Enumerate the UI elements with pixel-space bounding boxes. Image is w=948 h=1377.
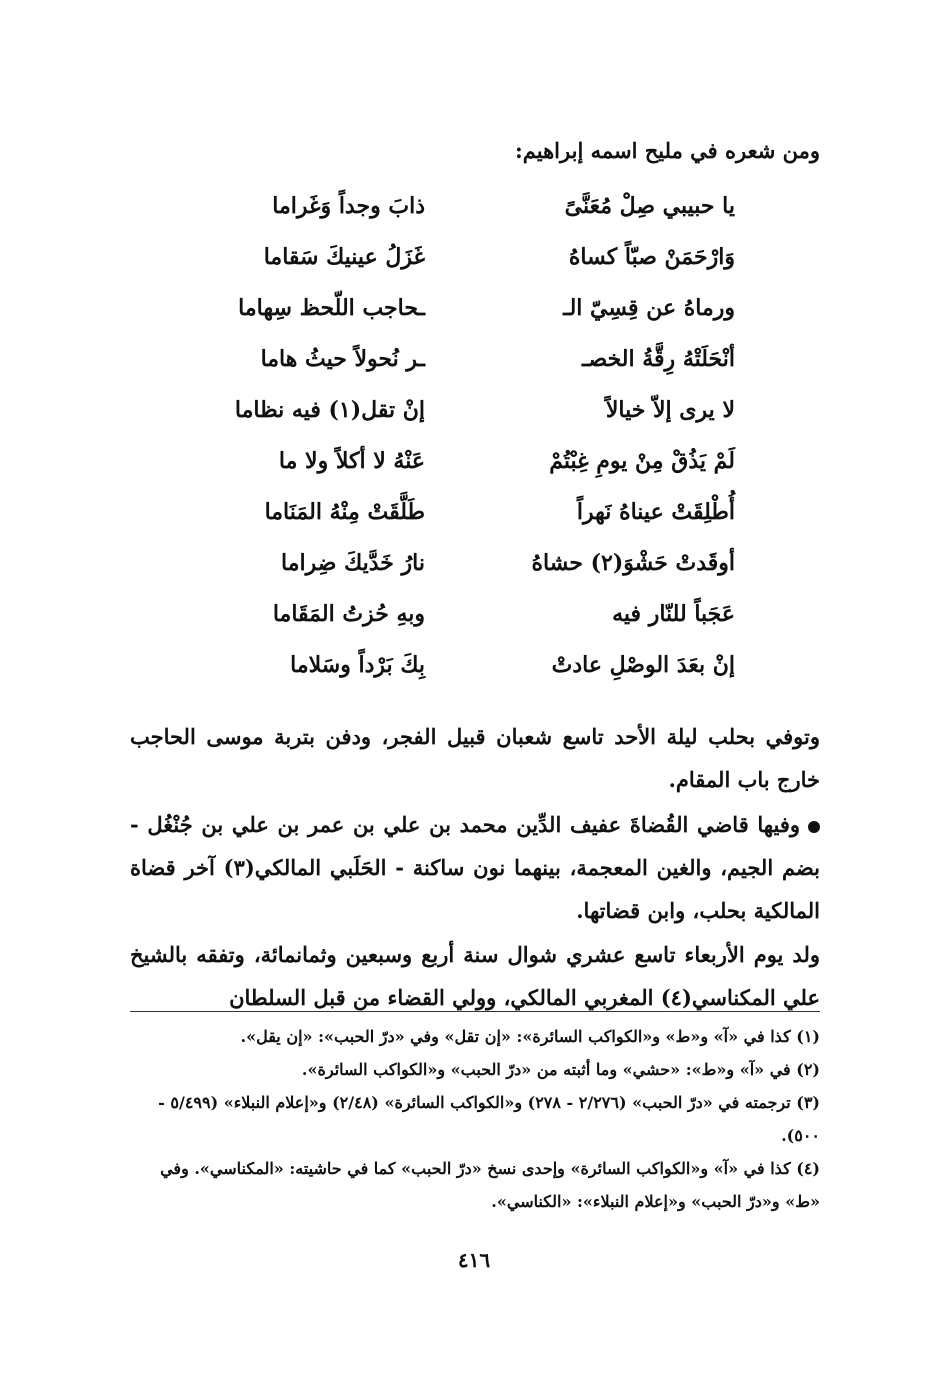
death-paragraph: وتوفي بحلب ليلة الأحد تاسع شعبان قبيل الفجر، ودفن بتربة موسى الحاجب خارج باب المقام. [130,724,820,792]
verse-second-hemistich: طَلَّقَتْ مِنْهُ المَنَاما [264,498,425,525]
birth-paragraph: ولد يوم الأربعاء تاسع عشري شوال سنة أربع وسبعين وثمانمائة، وتفقه بالشيخ علي المكناسي(٤) المغربي المالكي، وولي القضاء من قبل السلطان [130,942,820,1010]
verse [160,588,735,639]
poem-intro: ومن شعره في مليح اسمه إبراهيم: [515,138,820,163]
verse-second-hemistich: بِكَ بَرْداً وسَلاما [290,651,425,678]
biography-text: وفيها قاضي القُضاةَ عفيف الدِّين محمد بن علي بن عمر بن علي بن جُنْغُل - بضم الجيم، والغين المعجمة، بينهما نون ساكنة - الحَلَبي المالكي(٣) آخر قضاة المالكية بحلب، وابن قضاتها. [130,812,820,923]
verse-first-hemistich: يا حبيبي صِلْ مُعَنَّىً [564,192,735,219]
verse [160,333,735,384]
verse-second-hemistich: ـر نُحولاً حيثُ هاما [260,345,425,372]
page-number: ٤١٦ [457,1248,491,1272]
verse-first-hemistich: وَارْحَمَنْ صبّاً كساهُ [568,243,735,270]
verse [160,231,735,282]
verse [160,537,735,588]
poem [160,180,735,690]
verse-first-hemistich: أوقَدتْ حَشْوَ(٢) حشاهُ [531,549,735,576]
verse-second-hemistich: إنْ تقل(١) فيه نظاما [234,396,425,423]
verse-second-hemistich: غَزَلُ عينيكَ سَقاما [263,243,425,270]
verse-second-hemistich: ذابَ وجداً وَغَراما [272,192,425,219]
verse [160,282,735,333]
verse-first-hemistich: ورماهُ عن قِسِيّ الـ [563,294,735,321]
verse-first-hemistich: إنْ بعَدَ الوصْلِ عادتْ [551,651,735,678]
verse [160,435,735,486]
footnote: (٤) كذا في «آ» و«الكواكب السائرة» وإحدى نسخ «درّ الحبب» كما في حاشيته: «المكناسي». وفي «ط» و«درّ الحبب» و«إعلام النبلاء»: «الكناسي». [160,1159,820,1211]
footnote: (٢) في «آ» و«ط»: «حشي» وما أثبته من «درّ الحبب» و«الكواكب السائرة». [301,1060,820,1079]
verse-second-hemistich: ـحاجب اللّحظ سِهاما [238,294,425,321]
verse [160,384,735,435]
verse-second-hemistich: نارُ خَدَّيكَ ضِراما [281,549,425,576]
verse-first-hemistich: لَمْ يَذُقْ مِنْ يومِ غِبْتُمْ [549,447,735,474]
bullet-icon [808,821,820,833]
footnotes [130,1020,820,1218]
verse [160,486,735,537]
footnote-divider [130,1011,820,1012]
verse-second-hemistich: وبهِ حُزتُ المَقَاما [272,600,425,627]
biography-paragraph [130,803,820,932]
verse [160,180,735,231]
verse-first-hemistich: أنْحَلَتْهُ رِقَّةُ الخصـ [582,345,735,372]
verse-second-hemistich: عَنْهُ لا أكلاً ولا ما [278,447,425,474]
verse-first-hemistich: عَجَباً للنّار فيه [612,600,735,627]
verse-first-hemistich: أُطْلِقَتْ عيناهُ نَهراً [576,498,735,525]
verse-first-hemistich: لا يرى إلاّ خيالاً [605,396,735,423]
footnote: (١) كذا في «آ» و«ط» و«الكواكب السائرة»: «إن تقل» وفي «درّ الحبب»: «إن يقل». [240,1027,820,1046]
footnote: (٣) ترجمته في «درّ الحبب» (٢/٢٧٦ - ٢٧٨) و«الكواكب السائرة» (٢/٤٨) و«إعلام النبلاء» (٥/٤٩٩ - ٥٠٠). [158,1093,820,1145]
verse [160,639,735,690]
